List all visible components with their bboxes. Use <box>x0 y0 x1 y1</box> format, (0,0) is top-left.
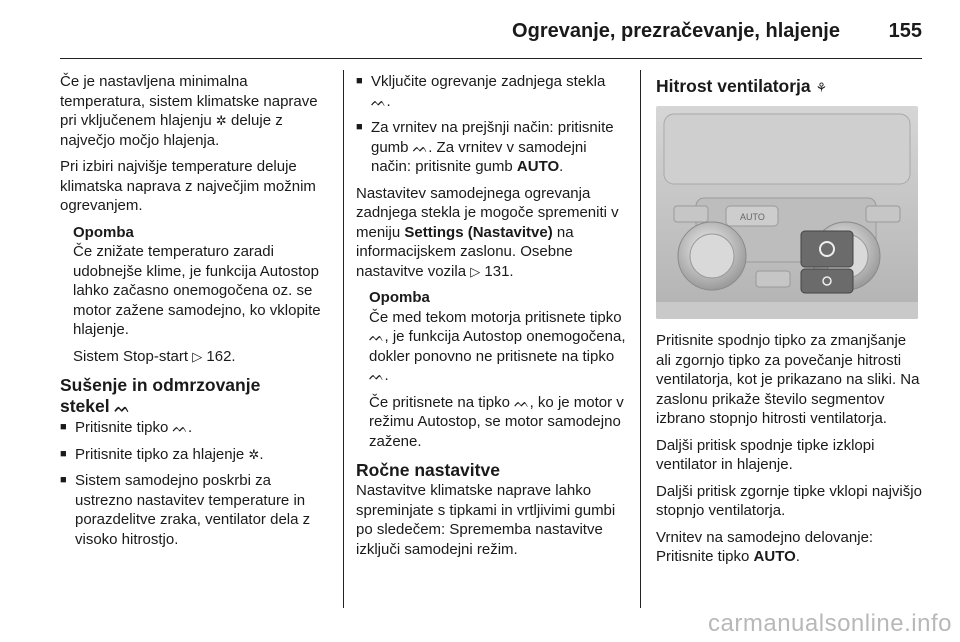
bullet-list <box>356 72 626 177</box>
note-text: Če pritisnete na tipko ᨓ, ko je motor v režimu Autostop, se motor samodejno zažene. <box>369 393 624 450</box>
windscreen-defrost-icon: ᨓ <box>172 420 189 435</box>
windscreen-defrost-icon: ᨓ <box>369 368 385 383</box>
note-text: Če znižate temperaturo zaradi udobnejše klime, je funkcija Autostop lahko začasno onemogočena oz. se motor zažene samodejno, ko vklopite hlajenje. <box>73 243 321 338</box>
section-heading: Hitrost ventilatorja ⚘ <box>656 76 828 96</box>
note-title: Opomba <box>369 289 430 306</box>
reference-arrow-icon: ▷ <box>470 263 481 279</box>
watermark: carmanualsonline.info <box>708 610 952 637</box>
page-number: 155 <box>888 20 922 42</box>
bullet-list <box>60 418 332 549</box>
ac-icon: ✲ <box>215 113 227 128</box>
settings-label: Settings (Nastavitve) <box>404 223 553 241</box>
section-heading: Ročne nastavitve <box>356 460 500 480</box>
climate-panel-illustration <box>656 106 918 319</box>
paragraph: Pri izbiri najvišje temperature deluje klimatska naprava z največjim možnim ogrevanjem. <box>60 158 316 214</box>
fan-icon: ⚘ <box>815 80 828 95</box>
note-reference: Sistem Stop-start ▷ 162. <box>73 347 236 365</box>
rear-window-heating-icon: ᨓ <box>371 93 387 109</box>
section-heading: Sušenje in odmrzovanje stekel ᨓ <box>60 375 261 416</box>
windscreen-defrost-icon: ᨓ <box>369 329 385 344</box>
fan-down-button <box>801 269 853 293</box>
climate-control-panel-photo <box>656 106 918 319</box>
windscreen-defrost-icon: ᨓ <box>114 400 130 415</box>
paragraph: Daljši pritisk zgornje tipke vklopi najvišjo stopnjo ventilatorja. <box>656 482 922 519</box>
list-item: ■ Pritisnite tipko za hlajenje ✲. <box>60 445 332 465</box>
paragraph: Nastavitev samodejnega ogrevanja zadnjega stekla je mogoče spremeniti v meniju Settings (Nastavitve) na informacijskem zaslonu. Osebne nastavitve vozila ▷ 131. <box>356 184 619 280</box>
windscreen-defrost-icon: ᨓ <box>514 394 530 410</box>
page-header <box>0 0 960 60</box>
fan-up-button <box>801 231 853 267</box>
note-box <box>73 223 332 367</box>
note-title: Opomba <box>73 223 134 241</box>
paragraph: Če je nastavljena minimalna temperatura, sistem klimatske naprave pri vključenem hlajenju ✲ deluje z največjo močjo hlajenja. <box>60 73 318 149</box>
auto-button-label: AUTO <box>740 212 765 222</box>
paragraph: Nastavitve klimatske naprave lahko spreminjate s tipkami in vrtljivimi gumbi po sledečem: Sprememba nastavitve izključi samodejni režim. <box>356 482 616 558</box>
column-1 <box>60 72 332 556</box>
windscreen-defrost-icon: ᨓ <box>412 139 429 155</box>
ac-icon: ✲ <box>248 446 260 462</box>
list-item: ■ Za vrnitev na prejšnji način: pritisnite gumb ᨓ. Za vrnitev v samodejni način: pritisnite gumb AUTO. <box>356 118 626 177</box>
list-item: ■ Vključite ogrevanje zadnjega stekla ᨓ. <box>356 72 626 111</box>
list-item: ■ Pritisnite tipko ᨓ. <box>60 418 332 438</box>
auto-label: AUTO <box>753 548 796 565</box>
note-box <box>369 288 626 451</box>
page-title: Ogrevanje, prezračevanje, hlajenje <box>512 20 840 42</box>
column-divider <box>640 70 641 608</box>
list-item: ■ Sistem samodejno poskrbi za ustrezno nastavitev temperature in porazdelitve zraka, ventilator dela z visoko hitrostjo. <box>60 471 332 549</box>
reference-arrow-icon: ▷ <box>192 348 203 364</box>
column-3 <box>656 72 922 574</box>
column-divider <box>343 70 344 608</box>
column-2 <box>356 72 626 566</box>
paragraph: Pritisnite spodnjo tipko za zmanjšanje ali zgornjo tipko za povečanje hitrosti ventilatorja, kot je prikazano na sliki. Na zaslonu prikaže število segmentov izbrano stopnjo hitrosti ventilatorja. <box>656 332 920 427</box>
header-rule <box>60 58 922 59</box>
paragraph: Daljši pritisk spodnje tipke izklopi ventilator in hlajenje. <box>656 436 875 473</box>
note-text: Če med tekom motorja pritisnete tipko ᨓ, je funkcija Autostop onemogočena, dokler ponovno ne pritisnete na tipko ᨓ. <box>369 308 626 384</box>
auto-label: AUTO <box>516 158 560 175</box>
paragraph: Vrnitev na samodejno delovanje: Pritisnite tipko AUTO. <box>656 528 874 565</box>
